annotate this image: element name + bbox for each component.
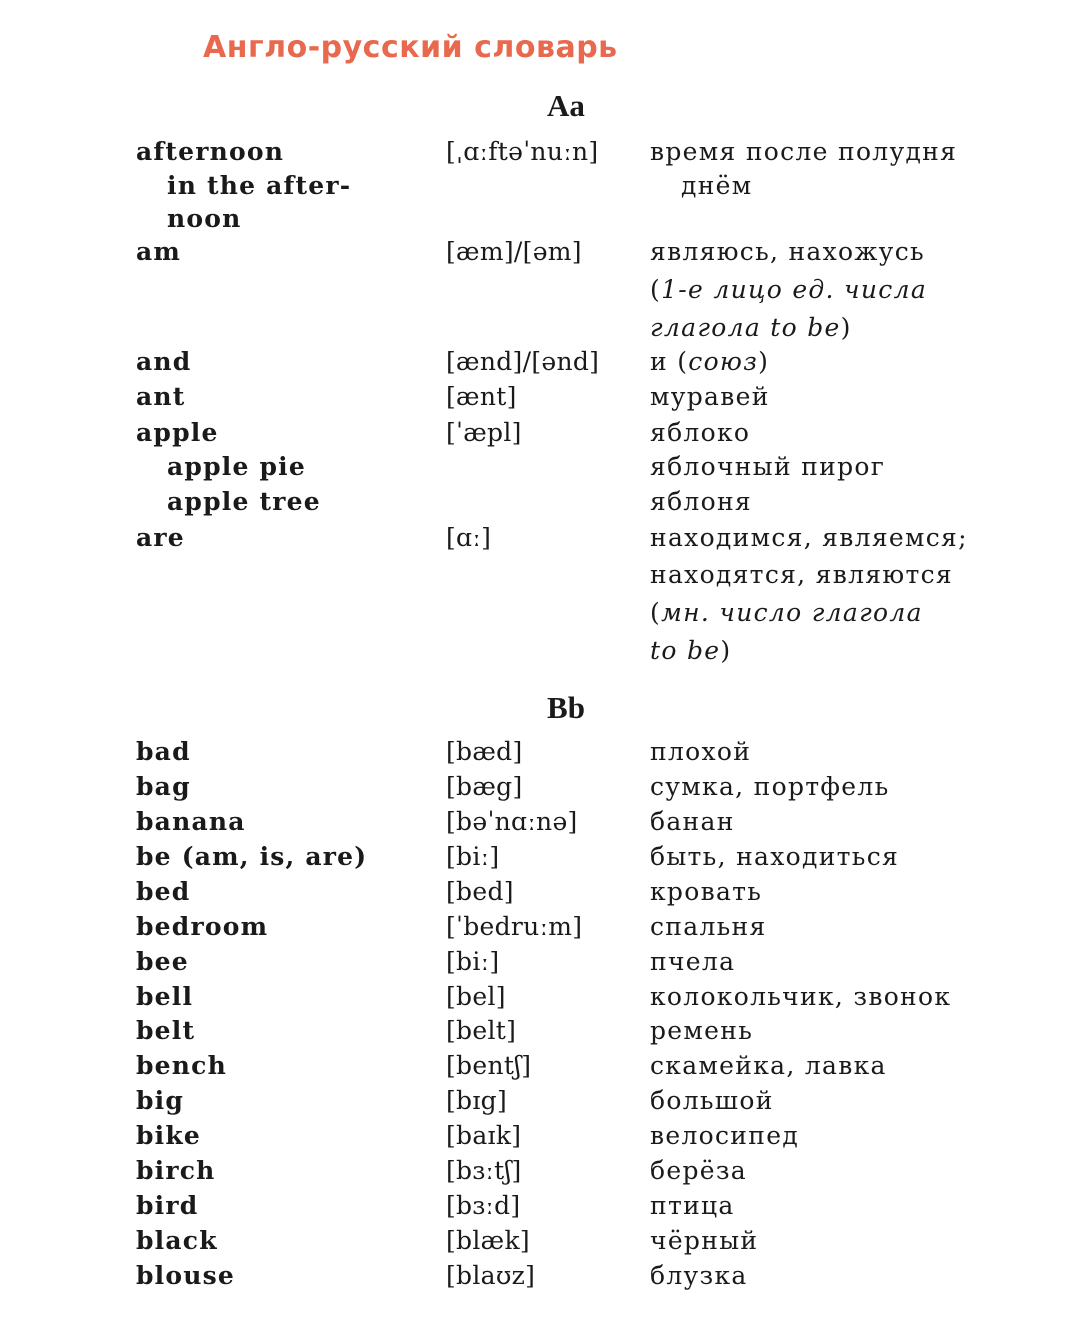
entry-phrase: apple pie <box>167 452 306 481</box>
entry-translation-note: to be) <box>650 636 732 665</box>
entry-transcription: [blæk] <box>446 1226 530 1256</box>
entry-translation: блузка <box>650 1260 748 1290</box>
entry-translation-note: (мн. число глагола <box>650 598 923 627</box>
entry-translation: плохой <box>650 737 752 766</box>
entry-translation: находимся, являемся; <box>650 523 968 552</box>
entry-translation: пчела <box>650 946 736 976</box>
entry-transcription: [ænd]/[ənd] <box>446 347 600 376</box>
entry-transcription: [bɪg] <box>446 1086 508 1116</box>
entry-word: be (am, is, are) <box>136 841 368 871</box>
entry-translation: яблочный пирог <box>650 452 886 481</box>
entry-word: bird <box>136 1191 199 1221</box>
entry-translation: являюсь, нахожусь <box>650 237 925 266</box>
entry-transcription: [belt] <box>446 1016 517 1046</box>
entry-word: are <box>136 523 185 552</box>
dictionary-title: Англо-русский словарь <box>203 30 618 65</box>
section-letter-b: Bb <box>547 690 585 725</box>
entry-translation: ремень <box>650 1016 754 1046</box>
entry-transcription: [bæd] <box>446 737 523 766</box>
entry-word: belt <box>136 1016 196 1046</box>
entry-word: bell <box>136 981 194 1011</box>
entry-word: bedroom <box>136 911 269 941</box>
entry-word: bike <box>136 1121 202 1151</box>
entry-transcription: [ɑː] <box>446 523 492 552</box>
entry-word: am <box>136 237 182 266</box>
entry-transcription: [bæg] <box>446 771 523 801</box>
entry-transcription: [ænt] <box>446 382 517 411</box>
entry-translation: муравей <box>650 382 770 411</box>
entry-transcription: [ˌɑːftəˈnuːn] <box>446 137 599 166</box>
entry-transcription: [blaʊz] <box>446 1260 536 1290</box>
entry-word: afternoon <box>136 137 285 166</box>
entry-word: black <box>136 1226 218 1256</box>
entry-translation: днём <box>681 171 753 200</box>
entry-translation: находятся, являются <box>650 560 953 589</box>
entry-translation: чёрный <box>650 1226 759 1256</box>
entry-transcription: [ˈbedruːm] <box>446 911 583 941</box>
entry-word: and <box>136 347 192 376</box>
entry-translation: быть, находиться <box>650 841 900 871</box>
entry-transcription: [æm]/[əm] <box>446 237 582 266</box>
entry-translation: и (союз) <box>650 347 770 376</box>
entry-word: ant <box>136 382 186 411</box>
entry-word: blouse <box>136 1260 236 1290</box>
entry-translation-note: (1-е лицо ед. числа <box>650 275 928 304</box>
entry-transcription: [bentʃ] <box>446 1051 532 1081</box>
entry-transcription: [biː] <box>446 841 500 871</box>
entry-transcription: [bɜːd] <box>446 1191 521 1221</box>
entry-phrase: apple tree <box>167 487 321 516</box>
entry-translation: яблоня <box>650 487 752 516</box>
entry-phrase-continued: noon <box>167 204 242 233</box>
entry-translation: птица <box>650 1191 735 1221</box>
entry-transcription: [biː] <box>446 946 500 976</box>
entry-translation: время после полудня <box>650 137 958 166</box>
entry-transcription: [bel] <box>446 981 506 1011</box>
entry-translation: спальня <box>650 911 767 941</box>
entry-transcription: [bed] <box>446 876 514 906</box>
entry-word: bench <box>136 1051 227 1081</box>
entry-translation: сумка, портфель <box>650 771 890 801</box>
entry-translation: колокольчик, звонок <box>650 981 952 1011</box>
entry-translation: кровать <box>650 876 763 906</box>
entry-translation: велосипед <box>650 1121 800 1151</box>
entry-transcription: [bɜːtʃ] <box>446 1156 522 1186</box>
entry-word: bag <box>136 771 191 801</box>
entry-translation: скамейка, лавка <box>650 1051 887 1081</box>
entry-translation: яблоко <box>650 418 751 447</box>
entry-translation: большой <box>650 1086 774 1116</box>
entry-translation: банан <box>650 806 735 836</box>
section-letter-a: Aa <box>547 88 585 123</box>
entry-word: bee <box>136 946 189 976</box>
entry-word: banana <box>136 806 246 836</box>
entry-transcription: [baɪk] <box>446 1121 522 1151</box>
entry-word: bad <box>136 737 191 766</box>
entry-transcription: [ˈæpl] <box>446 418 522 447</box>
entry-translation: берёза <box>650 1156 747 1186</box>
entry-word: bed <box>136 876 191 906</box>
entry-word: apple <box>136 418 219 447</box>
entry-word: big <box>136 1086 185 1116</box>
entry-phrase: in the after- <box>167 171 352 200</box>
entry-transcription: [bəˈnɑːnə] <box>446 806 578 836</box>
entry-translation-note: глагола to be) <box>650 313 852 342</box>
entry-word: birch <box>136 1156 216 1186</box>
